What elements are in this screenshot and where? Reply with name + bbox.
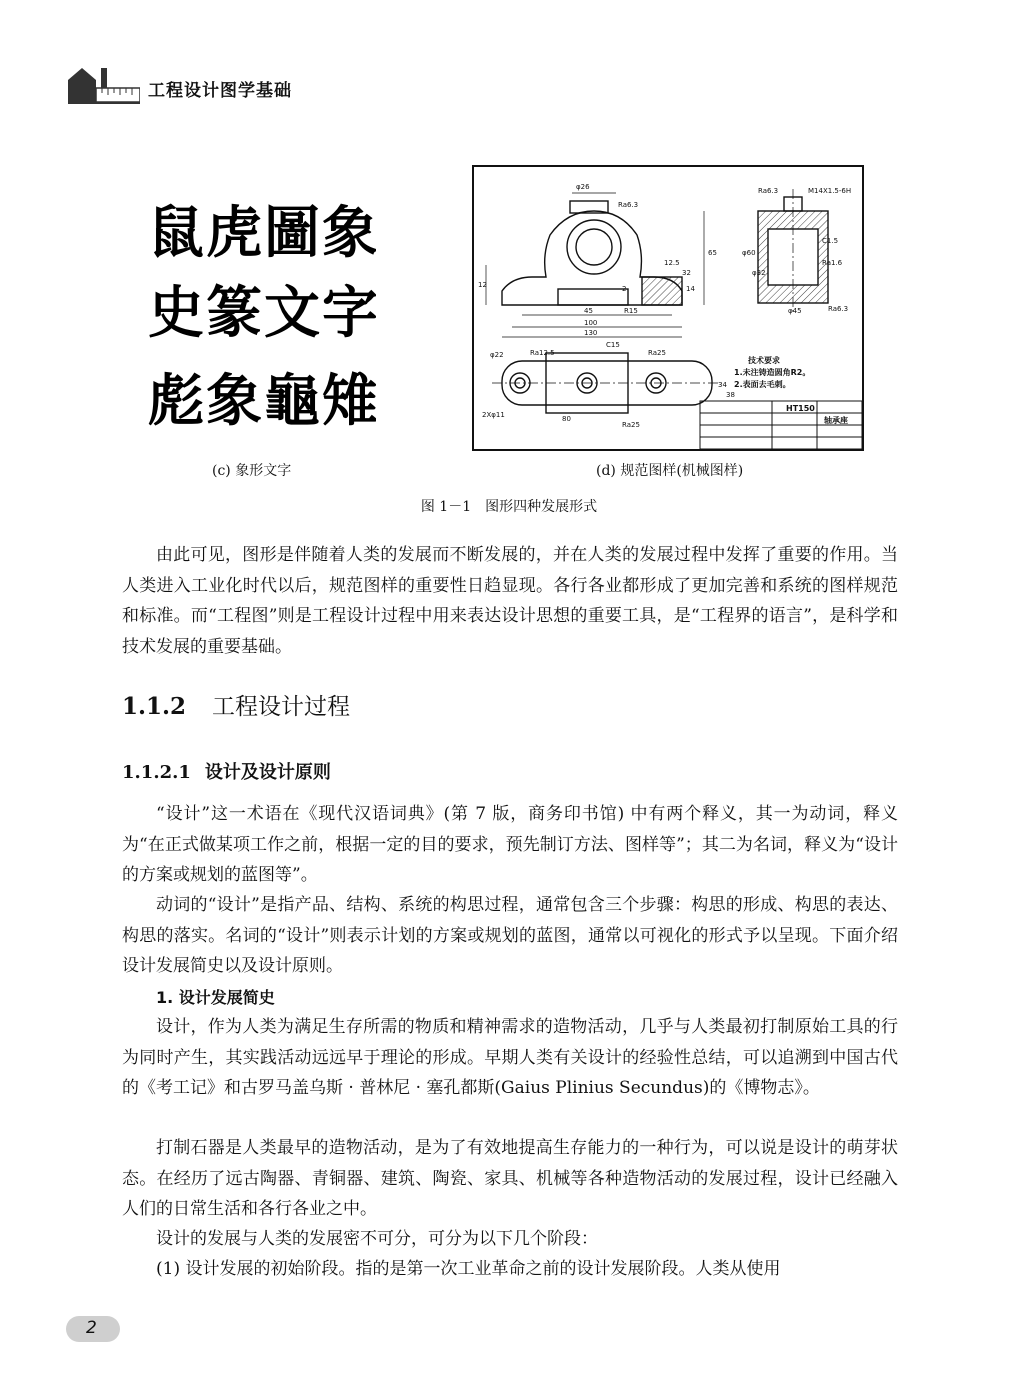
top-view bbox=[492, 353, 722, 413]
glyph-row-3: 彪象龜雉 bbox=[148, 368, 376, 434]
svg-text:φ60: φ60 bbox=[742, 249, 756, 257]
header-title: 工程设计图学基础 bbox=[148, 81, 292, 101]
svg-text:Ra1.6: Ra1.6 bbox=[822, 259, 843, 267]
material-label: HT150 bbox=[786, 404, 815, 413]
svg-text:2Xφ11: 2Xφ11 bbox=[482, 411, 505, 419]
svg-text:φ45: φ45 bbox=[788, 307, 802, 315]
svg-text:38: 38 bbox=[726, 391, 735, 399]
paragraph-5: 打制石器是人类最早的造物活动，是为了有效地提高生存能力的一种行为，可以说是设计的萌芽状态。在经历了远古陶器、青铜器、建筑、陶瓷、家具、机械等各种造物活动的发展过程，设计已经融入人们的日常生活和各行各业之中。 bbox=[122, 1138, 898, 1219]
paragraph-4: 设计，作为人类为满足生存所需的物质和精神需求的造物活动，几乎与人类最初打制原始工具的行为同时产生，其实践活动远远早于理论的形成。早期人类有关设计的经验性总结，可以追溯到中国古代的《考工记》和古罗马盖乌斯 · 普林尼 · 塞孔都斯(Gaius Plinius Secundus)的《博物志》。 bbox=[122, 1017, 898, 1098]
pictograph-figure bbox=[148, 190, 376, 440]
subsection-heading bbox=[122, 758, 331, 784]
mechanical-drawing bbox=[472, 165, 864, 451]
side-view bbox=[758, 189, 828, 315]
page-number: 2 bbox=[86, 1318, 97, 1338]
glyph-row-2: 史篆文字 bbox=[148, 280, 376, 346]
subsection-title: 设计及设计原则 bbox=[204, 762, 331, 783]
svg-text:φ22: φ22 bbox=[490, 351, 504, 359]
caption-mechanical: (d) 规范图样(机械图样) bbox=[596, 463, 744, 479]
pictograph-image bbox=[148, 190, 376, 440]
svg-text:32: 32 bbox=[682, 269, 691, 277]
svg-text:2: 2 bbox=[622, 285, 627, 293]
header-logo-icon bbox=[68, 64, 140, 104]
subsection-number: 1.1.2.1 bbox=[122, 762, 191, 783]
svg-text:14: 14 bbox=[686, 285, 695, 293]
paragraph-1: 由此可见，图形是伴随着人类的发展而不断发展的，并在人类的发展过程中发挥了重要的作用。当人类进入工业化时代以后，规范图样的重要性日趋显现。各行各业都形成了更加完善和系统的图样规范和标准。而“工程图”则是工程设计过程中用来表达设计思想的重要工具，是“工程界的语言”，是科学和技术发展的重要基础。 bbox=[122, 545, 898, 657]
svg-text:12: 12 bbox=[478, 281, 487, 289]
svg-text:34: 34 bbox=[718, 381, 727, 389]
paragraph-2: “设计”这一术语在《现代汉语词典》(第 7 版，商务印书馆) 中有两个释义，其一为动词，释义为“在正式做某项工作之前，根据一定的目的要求，预先制订方法、图样等”；其二为名词，释义为“设计的方案或规划的蓝图等”。 bbox=[122, 804, 898, 885]
svg-text:R15: R15 bbox=[624, 307, 638, 315]
svg-text:Ra25: Ra25 bbox=[648, 349, 666, 357]
title-block bbox=[700, 401, 862, 449]
svg-text:65: 65 bbox=[708, 249, 717, 257]
svg-text:M14X1.5-6H: M14X1.5-6H bbox=[808, 187, 852, 195]
part-name: 轴承座 bbox=[824, 416, 848, 425]
svg-text:C1.5: C1.5 bbox=[822, 237, 839, 245]
svg-text:C15: C15 bbox=[606, 341, 620, 349]
section-title: 工程设计过程 bbox=[212, 694, 351, 720]
running-header bbox=[68, 64, 368, 108]
section-number: 1.1.2 bbox=[122, 693, 187, 720]
svg-text:φ26: φ26 bbox=[576, 183, 590, 191]
svg-text:Ra6.3: Ra6.3 bbox=[618, 201, 639, 209]
subheading-design-history: 1. 设计发展简史 bbox=[156, 988, 275, 1007]
svg-text:12.5: 12.5 bbox=[664, 259, 680, 267]
svg-text:80: 80 bbox=[562, 415, 571, 423]
front-view bbox=[502, 201, 682, 305]
svg-text:Ra12.5: Ra12.5 bbox=[530, 349, 555, 357]
mechanical-drawing-figure bbox=[472, 165, 864, 451]
svg-text:Ra6.3: Ra6.3 bbox=[828, 305, 849, 313]
svg-text:100: 100 bbox=[584, 319, 598, 327]
tech-req-line-2: 2.表面去毛刺。 bbox=[734, 380, 791, 389]
paragraph-3: 动词的“设计”是指产品、结构、系统的构思过程，通常包含三个步骤：构思的形成、构思的表达、构思的落实。名词的“设计”则表示计划的方案或规划的蓝图，通常以可视化的形式予以呈现。下面介绍设计发展简史以及设计原则。 bbox=[122, 895, 898, 976]
glyph-row-1: 鼠虎圖象 bbox=[148, 200, 376, 266]
svg-text:Ra6.3: Ra6.3 bbox=[758, 187, 779, 195]
paragraph-6: 设计的发展与人类的发展密不可分，可分为以下几个阶段： bbox=[156, 1229, 598, 1249]
tech-req-line-1: 1.未注铸造圆角R2。 bbox=[734, 368, 811, 377]
section-heading bbox=[122, 688, 350, 721]
page-number-badge bbox=[66, 1316, 120, 1342]
svg-text:Ra25: Ra25 bbox=[622, 421, 640, 429]
svg-text:φ32: φ32 bbox=[752, 269, 766, 277]
svg-text:45: 45 bbox=[584, 307, 593, 315]
paragraph-7: (1) 设计发展的初始阶段。指的是第一次工业革命之前的设计发展阶段。人类从使用 bbox=[156, 1259, 781, 1279]
tech-req-title: 技术要求 bbox=[748, 356, 780, 365]
caption-pictograph: (c) 象形文字 bbox=[212, 463, 292, 479]
svg-text:130: 130 bbox=[584, 329, 598, 337]
figure-title: 图 1－1 图形四种发展形式 bbox=[420, 499, 598, 515]
